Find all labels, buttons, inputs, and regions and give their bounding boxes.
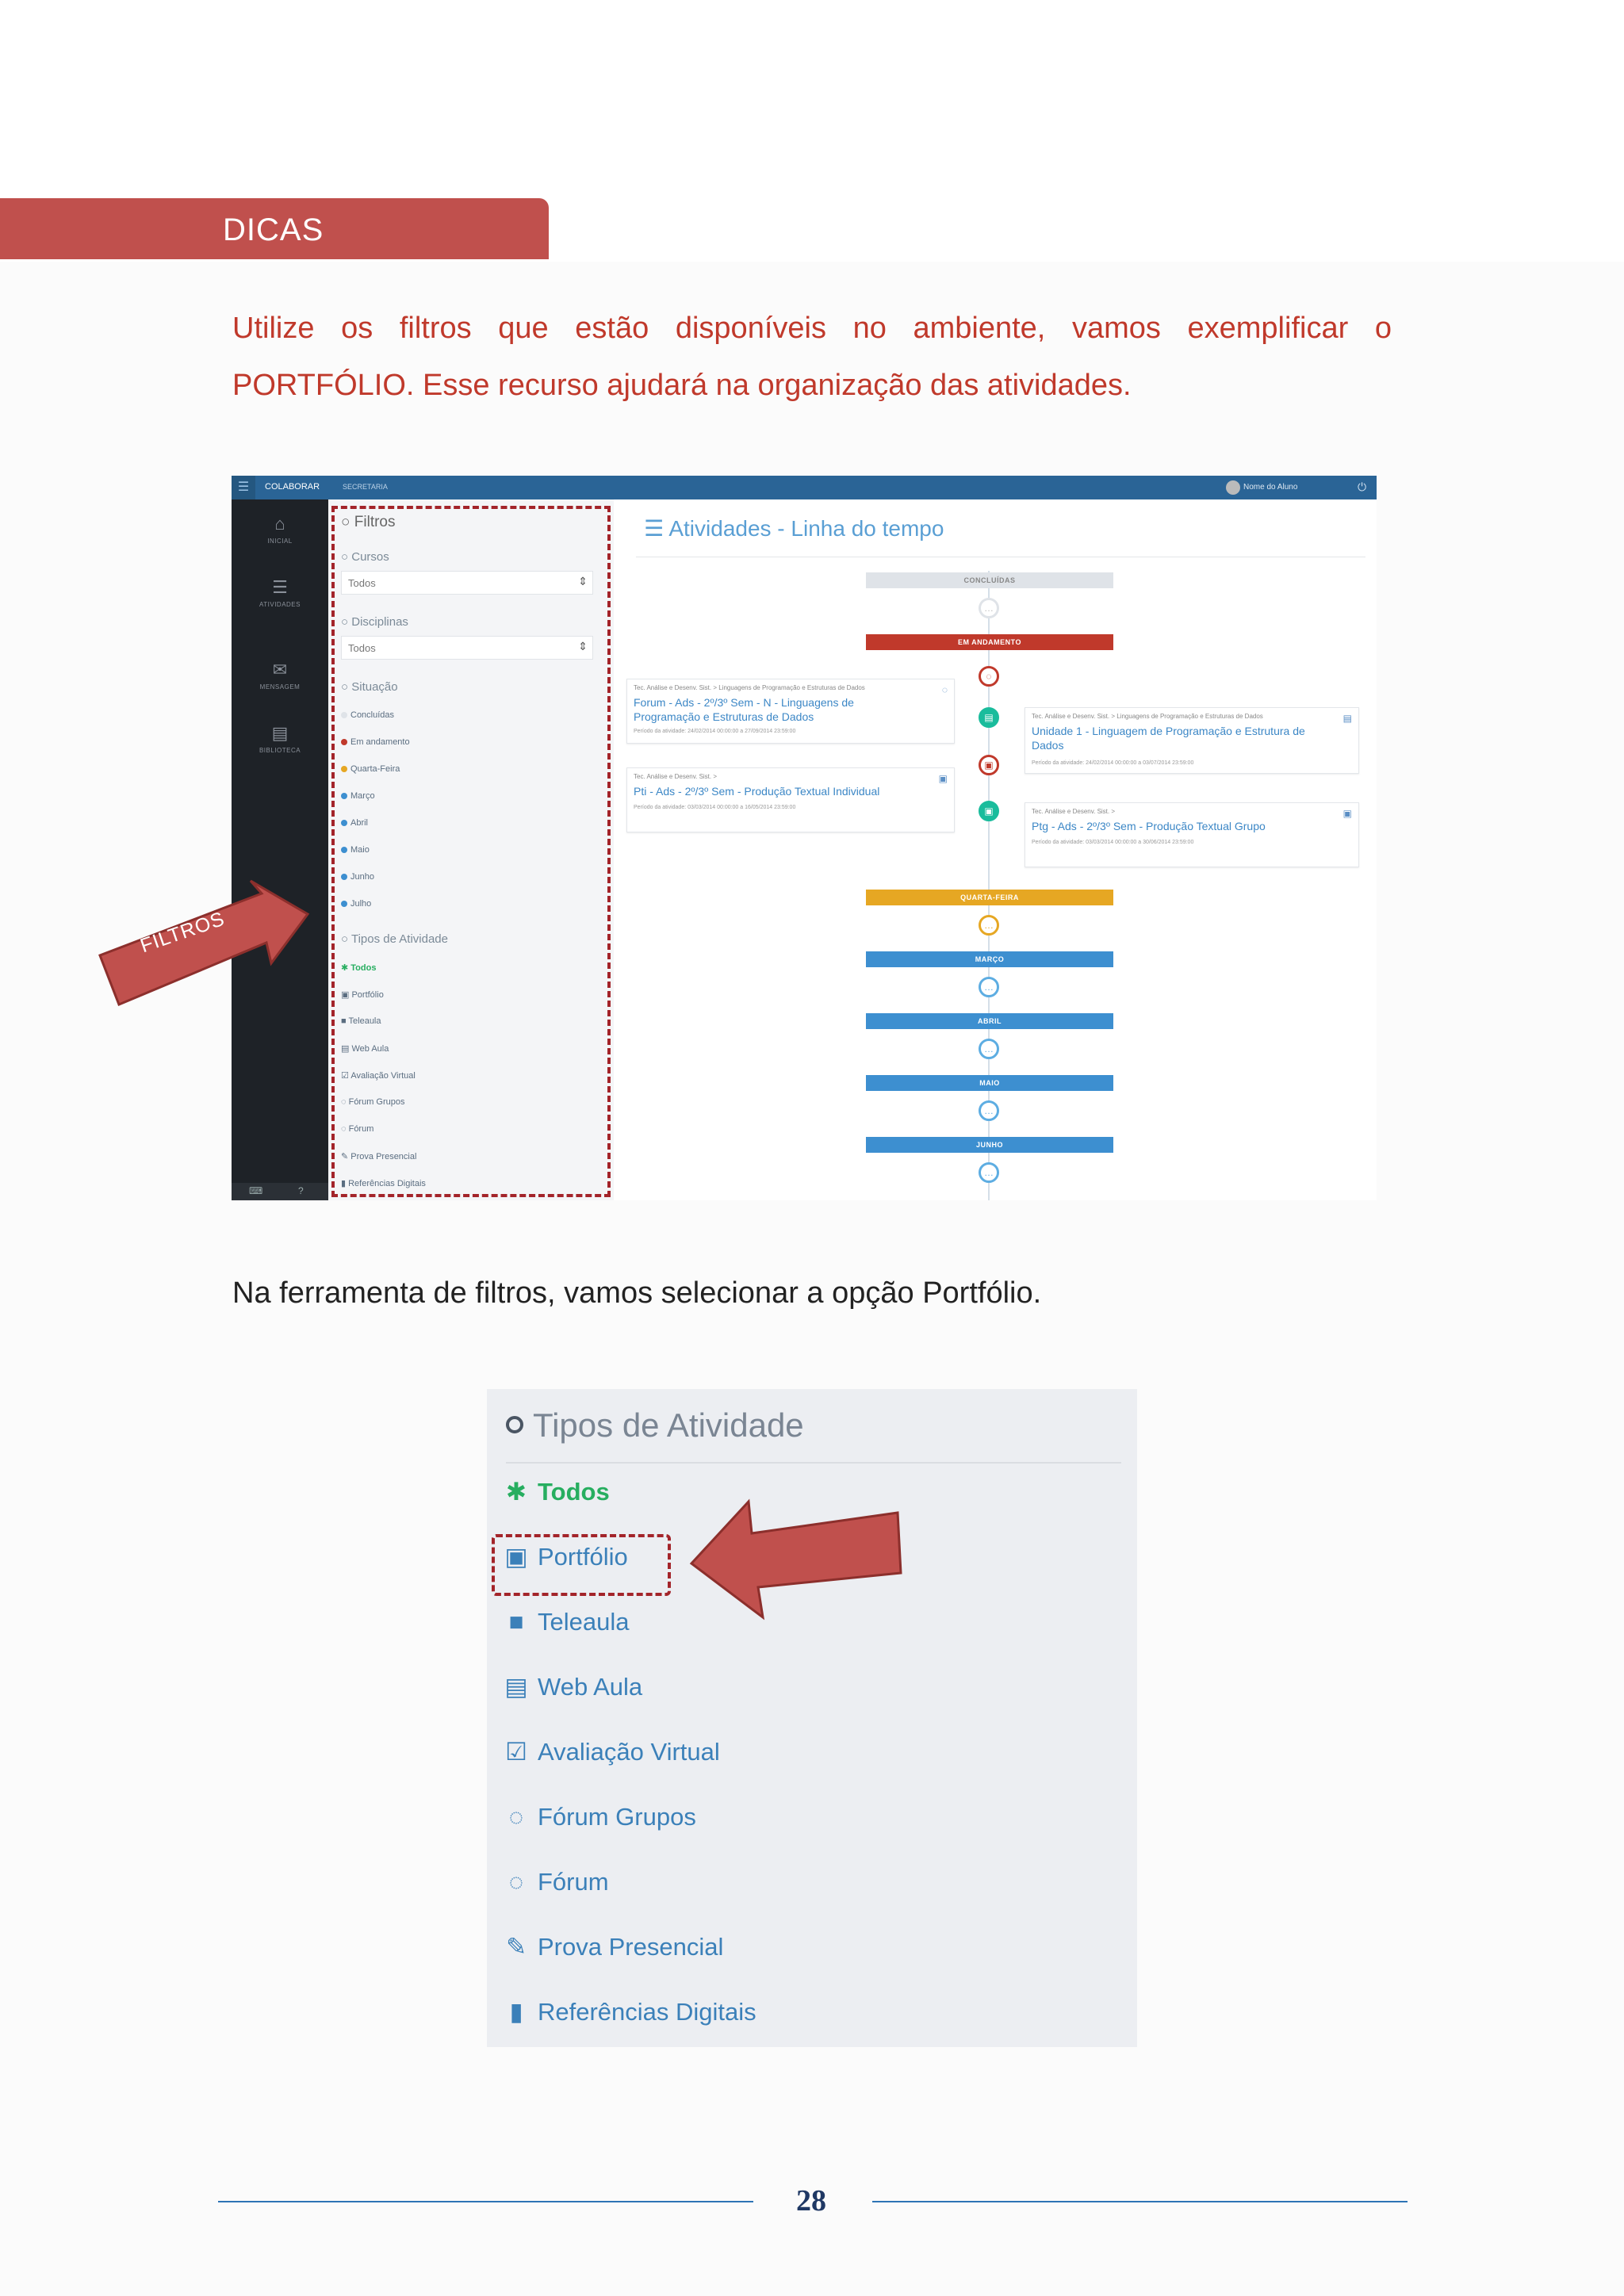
activity-card[interactable]: Tec. Análise e Desenv. Sist. > Linguagens de Programação e Estruturas de Dados Unidade 1 - Linguagem de Programação e Estrutura de Dados Período da atividade: 24/02/2014 00:00:00 a 03/07/2014 23:59:00 ▤ bbox=[1025, 707, 1359, 774]
band-marco[interactable]: MARÇO bbox=[866, 951, 1113, 967]
top-bar bbox=[232, 476, 1377, 499]
disciplinas-select[interactable]: Todos ⇕ bbox=[341, 636, 593, 660]
tipo-forum-grupos[interactable]: ◌ Fórum Grupos bbox=[341, 1097, 405, 1107]
situacao-abril[interactable]: Abril bbox=[341, 818, 368, 828]
pointer-arrow-icon bbox=[688, 1498, 910, 1625]
list-alt-icon: ▤ bbox=[1342, 713, 1352, 724]
nav-mensagem[interactable]: ✉ MENSAGEM bbox=[232, 660, 328, 691]
divider bbox=[506, 1462, 1121, 1464]
timeline-node[interactable]: … bbox=[979, 1100, 999, 1121]
cursos-label: ○ Cursos bbox=[341, 550, 389, 564]
activity-card[interactable]: Tec. Análise e Desenv. Sist. > Pti - Ads - 2º/3º Sem - Produção Textual Individual Período da atividade: 03/03/2014 00:00:00 a 16/05/2014 23:59:00 ▣ bbox=[626, 767, 955, 832]
tipo-avaliacao-virtual[interactable]: ☑ Avaliação Virtual bbox=[505, 1738, 720, 1766]
situacao-maio[interactable]: Maio bbox=[341, 845, 370, 855]
keyboard-icon[interactable]: ⌨ bbox=[249, 1185, 263, 1196]
comments-icon: ◌ bbox=[508, 1868, 524, 1896]
user-name[interactable]: Nome do Aluno bbox=[1243, 483, 1298, 492]
situacao-junho[interactable]: Junho bbox=[341, 872, 374, 882]
topbar-colaborar[interactable]: COLABORAR bbox=[265, 482, 320, 492]
briefcase-icon[interactable]: ▣ bbox=[979, 755, 999, 775]
file-icon: ▮ bbox=[509, 1998, 523, 2026]
situacao-concluidas[interactable]: Concluídas bbox=[341, 710, 394, 720]
filtros-arrow-icon bbox=[95, 876, 317, 1019]
comments-icon: ◌ bbox=[941, 684, 948, 695]
disciplinas-label: ○ Disciplinas bbox=[341, 615, 408, 629]
nav-biblioteca[interactable]: ▤ BIBLIOTECA bbox=[232, 723, 328, 754]
select-caret-icon: ⇕ bbox=[578, 640, 588, 652]
nav-footer bbox=[232, 1183, 328, 1200]
activity-card[interactable]: Tec. Análise e Desenv. Sist. > Ptg - Ads - 2º/3º Sem - Produção Textual Grupo Período da atividade: 03/03/2014 00:00:00 a 30/06/2014 23:59:00 ▣ bbox=[1025, 802, 1359, 867]
footer-line-right bbox=[872, 2201, 1408, 2202]
screenshot-timeline bbox=[232, 476, 1377, 1200]
list-alt-icon[interactable]: ▤ bbox=[979, 707, 999, 728]
band-em-andamento[interactable]: EM ANDAMENTO bbox=[866, 634, 1113, 650]
video-camera-icon: ■ bbox=[508, 1608, 524, 1636]
filters-title: ○ Filtros bbox=[341, 514, 396, 530]
tipo-todos[interactable]: ✱ Todos bbox=[506, 1478, 610, 1506]
timeline-node[interactable]: … bbox=[979, 915, 999, 936]
book-icon: ▤ bbox=[271, 723, 289, 743]
list-icon: ☰ bbox=[644, 516, 669, 541]
check-square-icon: ☑ bbox=[505, 1738, 527, 1766]
footer-line-left bbox=[218, 2201, 753, 2202]
tipo-web-aula[interactable]: ▤ Web Aula bbox=[341, 1044, 389, 1054]
band-maio[interactable]: MAIO bbox=[866, 1075, 1113, 1091]
envelope-icon: ✉ bbox=[272, 660, 288, 679]
nav-atividades[interactable]: ☰ ATIVIDADES bbox=[232, 577, 328, 608]
avatar[interactable] bbox=[1226, 480, 1240, 495]
timeline-node[interactable]: … bbox=[979, 977, 999, 997]
briefcase-icon: ▣ bbox=[938, 773, 948, 784]
timeline-node[interactable]: … bbox=[979, 598, 999, 618]
comments-icon[interactable]: ◌ bbox=[979, 666, 999, 687]
situacao-quarta-feira[interactable]: Quarta-Feira bbox=[341, 764, 400, 774]
list-alt-icon: ▤ bbox=[504, 1673, 528, 1701]
briefcase-icon[interactable]: ▣ bbox=[979, 801, 999, 821]
band-junho[interactable]: JUNHO bbox=[866, 1137, 1113, 1153]
list-icon: ☰ bbox=[272, 577, 288, 597]
left-nav bbox=[232, 499, 328, 1200]
tipo-portfolio[interactable]: ▣ Portfólio bbox=[504, 1543, 628, 1571]
tipo-web-aula[interactable]: ▤ Web Aula bbox=[504, 1673, 643, 1701]
page-number: 28 bbox=[796, 2184, 826, 2218]
tipo-referencias-digitais[interactable]: ▮ Referências Digitais bbox=[341, 1179, 426, 1188]
tipo-forum[interactable]: ◌ Fórum bbox=[341, 1124, 374, 1134]
intro-paragraph: Utilize os filtros que estão disponíveis no ambiente, vamos exemplificar o PORTFÓLIO. Esse recurso ajudará na organização das atividades. bbox=[232, 312, 1392, 402]
tipos-heading: Tipos de Atividade bbox=[506, 1406, 804, 1445]
timeline-node[interactable]: … bbox=[979, 1039, 999, 1059]
caption-paragraph: Na ferramenta de filtros, vamos selecionar a opção Portfólio. bbox=[232, 1276, 1042, 1310]
section-title: DICAS bbox=[223, 212, 324, 247]
cursos-select[interactable]: Todos ⇕ bbox=[341, 571, 593, 595]
band-quarta-feira[interactable]: QUARTA-FEIRA bbox=[866, 890, 1113, 905]
select-caret-icon: ⇕ bbox=[578, 575, 588, 587]
menu-icon[interactable]: ☰ bbox=[232, 476, 255, 499]
portfolio-highlight bbox=[492, 1534, 671, 1596]
band-abril[interactable]: ABRIL bbox=[866, 1013, 1113, 1029]
briefcase-icon: ▣ bbox=[504, 1543, 528, 1571]
briefcase-icon: ▣ bbox=[1342, 808, 1352, 819]
screenshot-tipos-atividade bbox=[487, 1389, 1137, 2047]
tipo-forum[interactable]: ◌ Fórum bbox=[504, 1868, 609, 1896]
timeline-title: ☰ Atividades - Linha do tempo bbox=[644, 516, 944, 541]
situacao-label: ○ Situação bbox=[341, 680, 398, 694]
tipos-label: ○ Tipos de Atividade bbox=[341, 932, 448, 946]
asterisk-icon: ✱ bbox=[506, 1478, 527, 1506]
situacao-julho[interactable]: Julho bbox=[341, 899, 371, 909]
band-concluidas[interactable]: CONCLUÍDAS bbox=[866, 572, 1113, 588]
timeline-node[interactable]: … bbox=[979, 1162, 999, 1183]
comments-icon: ◌ bbox=[508, 1803, 524, 1831]
filtros-label: FILTROS bbox=[137, 907, 228, 958]
nav-inicial[interactable]: ⌂ INICIAL bbox=[232, 514, 328, 545]
home-icon: ⌂ bbox=[274, 514, 285, 534]
tipo-referencias-digitais[interactable]: ▮ Referências Digitais bbox=[504, 1998, 756, 2026]
situacao-marco[interactable]: Março bbox=[341, 791, 375, 801]
topbar-secretaria[interactable]: SECRETARIA bbox=[343, 483, 388, 491]
tipo-teleaula[interactable]: ■ Teleaula bbox=[504, 1608, 629, 1636]
help-icon[interactable]: ? bbox=[298, 1185, 304, 1196]
tipo-prova-presencial[interactable]: ✎ Prova Presencial bbox=[341, 1152, 417, 1161]
edit-icon: ✎ bbox=[506, 1933, 527, 1961]
power-icon[interactable]: ⏻ bbox=[1358, 480, 1367, 493]
situacao-em-andamento[interactable]: Em andamento bbox=[341, 737, 410, 747]
tipo-teleaula[interactable]: ■ Teleaula bbox=[341, 1016, 381, 1026]
tipo-portfolio[interactable]: ▣ Portfólio bbox=[341, 990, 384, 1000]
tipo-todos[interactable]: ✱ Todos bbox=[341, 963, 377, 973]
filters-highlight bbox=[331, 506, 611, 1197]
activity-card[interactable]: Tec. Análise e Desenv. Sist. > Linguagens de Programação e Estruturas de Dados Forum - Ads - 2º/3º Sem - N - Linguagens de Programação e Estruturas de Dados Período da atividade: 24/02/2014 00:00:00 a 27/09/2014 23:59:00 ◌ bbox=[626, 679, 955, 744]
circle-icon bbox=[506, 1416, 523, 1433]
tipo-forum-grupos[interactable]: ◌ Fórum Grupos bbox=[504, 1803, 696, 1831]
tipo-prova-presencial[interactable]: ✎ Prova Presencial bbox=[506, 1933, 724, 1961]
tipo-avaliacao-virtual[interactable]: ☑ Avaliação Virtual bbox=[341, 1071, 416, 1081]
